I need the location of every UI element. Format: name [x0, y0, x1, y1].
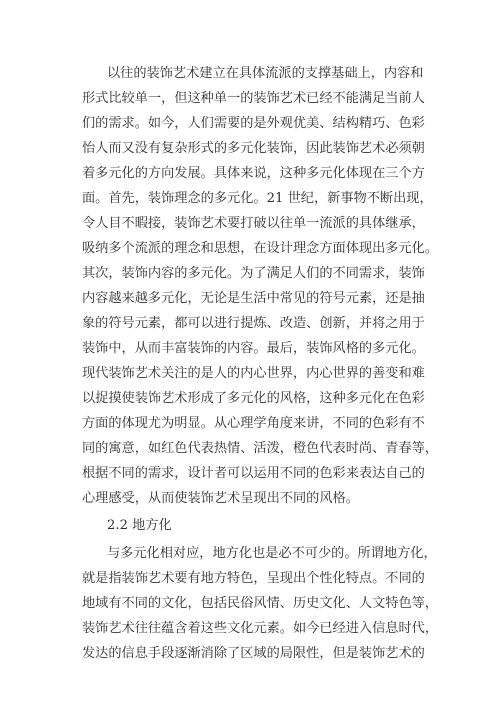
paragraph-1-line-2: 形式比较单一，但这种单一的装饰艺术已经不能满足当前人 — [82, 91, 425, 106]
paragraph-1-line-14: 以捉摸使装饰艺术形成了多元化的风格，这种多元化在色彩 — [82, 391, 425, 406]
paragraph-1-line-1: 以往的装饰艺术建立在具体流派的支撑基础上，内容和 — [107, 66, 424, 81]
paragraph-2-line-5: 发达的信息手段逐渐消除了区域的局限性，但是装饰艺术的 — [82, 646, 425, 661]
paragraph-1-line-3: 们的需求。如今，人们需要的是外观优美、结构精巧、色彩 — [82, 116, 425, 131]
paragraph-1-line-9: 其次，装饰内容的多元化。为了满足人们的不同需求，装饰 — [82, 266, 425, 281]
paragraph-1-line-4: 怡人而又没有复杂形式的多元化装饰，因此装饰艺术必须朝 — [82, 141, 425, 156]
paragraph-2-line-2: 就是指装饰艺术要有地方特色，呈现出个性化特点。不同的 — [82, 571, 425, 586]
paragraph-1-line-13: 现代装饰艺术关注的是人的内心世界，内心世界的善变和难 — [82, 366, 425, 381]
paragraph-1-line-12: 装饰中，从而丰富装饰的内容。最后，装饰风格的多元化。 — [82, 341, 425, 356]
paragraph-2-line-3: 地域有不同的文化，包括民俗风情、历史文化、人文特色等， — [82, 596, 439, 611]
paragraph-1-line-18: 心理感受，从而使装饰艺术呈现出不同的风格。 — [82, 491, 359, 506]
paragraph-1-line-10: 内容越来越多元化，无论是生活中常见的符号元素，还是抽 — [82, 291, 425, 306]
paragraph-2-line-1: 与多元化相对应，地方化也是必不可少的。所谓地方化， — [107, 546, 437, 561]
paragraph-2-line-4: 装饰艺术往往蕴含着这些文化元素。如今已经进入信息时代， — [82, 621, 439, 636]
paragraph-1-line-7: 令人目不暇接，装饰艺术要打破以往单一流派的具体继承， — [82, 216, 425, 231]
paragraph-1-line-16: 同的寓意，如红色代表热情、活泼，橙色代表时尚、青春等， — [82, 441, 439, 456]
paragraph-1-line-5: 着多元化的方向发展。具体来说，这种多元化体现在三个方 — [82, 166, 425, 181]
section-heading: 2.2 地方化 — [107, 518, 172, 533]
paragraph-1-line-15: 方面的体现尤为明显。从心理学角度来讲，不同的色彩有不 — [82, 416, 425, 431]
paragraph-1-line-11: 象的符号元素，都可以进行提炼、改造、创新，并将之用于 — [82, 316, 425, 331]
paragraph-1-line-8: 吸纳多个流派的理念和思想，在设计理念方面体现出多元化。 — [82, 241, 439, 256]
paragraph-1-line-17: 根据不同的需求，设计者可以运用不同的色彩来表达自己的 — [82, 466, 425, 481]
paragraph-1-line-6: 面。首先，装饰理念的多元化。21 世纪，新事物不断出现， — [82, 191, 433, 206]
